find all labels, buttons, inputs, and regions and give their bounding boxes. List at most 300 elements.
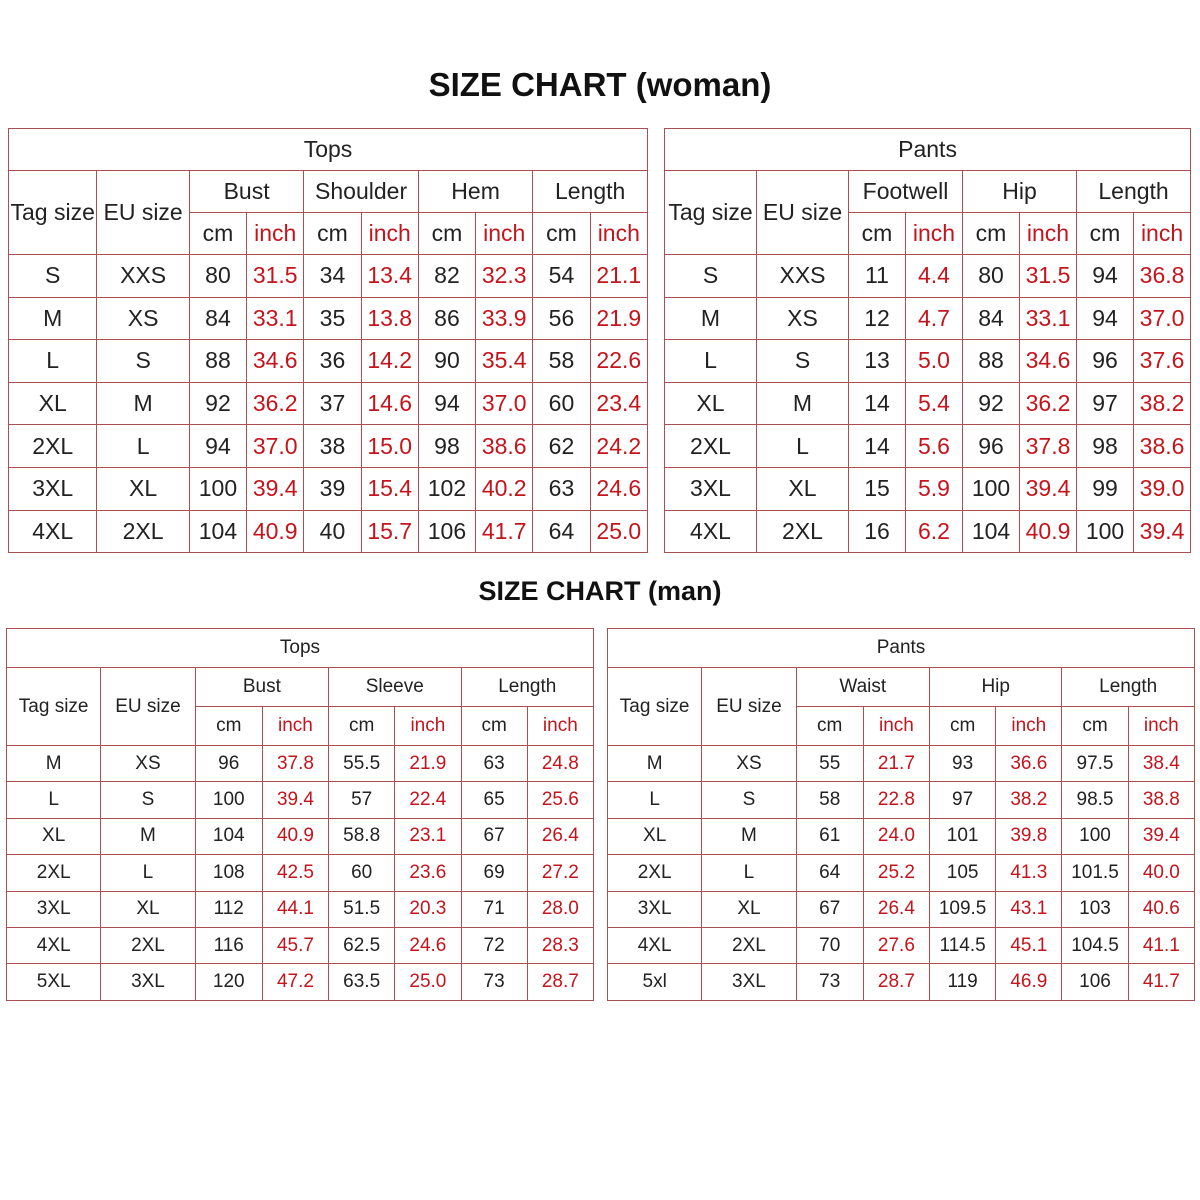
inch-value-cell: 27.2 [527,855,593,891]
cm-value-cell: 94 [189,425,246,468]
cm-value-cell: 102 [418,467,475,510]
eu-size-header: EU size [101,668,195,746]
unit-cm-header: cm [930,707,996,746]
cm-value-cell: 58.8 [329,818,395,854]
cm-value-cell: 104 [963,510,1020,553]
cm-value-cell: 100 [1062,818,1128,854]
inch-value-cell: 39.4 [247,467,304,510]
inch-value-cell: 45.7 [262,927,328,963]
inch-value-cell: 36.2 [247,382,304,425]
tag-size-cell: XL [7,818,101,854]
cm-value-cell: 73 [461,964,527,1000]
cm-value-cell: 104 [195,818,262,854]
table-row [608,891,1195,927]
cm-value-cell: 61 [796,818,863,854]
inch-value-cell: 5.0 [906,340,963,383]
tag-size-cell: 3XL [9,467,97,510]
measure-header: Hem [418,171,533,213]
measure-header: Bust [189,171,304,213]
eu-size-header: EU size [97,171,189,255]
inch-value-cell: 13.4 [361,255,418,298]
inch-value-cell: 42.5 [262,855,328,891]
table-row [7,927,594,963]
inch-value-cell: 41.7 [1128,964,1194,1000]
table-row [9,510,648,553]
table-row [9,340,648,383]
tag-size-cell: 2XL [7,855,101,891]
table-row [7,964,594,1000]
inch-value-cell: 38.4 [1128,746,1194,782]
cm-value-cell: 96 [963,425,1020,468]
eu-size-cell: S [97,340,189,383]
unit-cm-header: cm [195,707,262,746]
cm-value-cell: 100 [195,782,262,818]
cm-value-cell: 94 [1077,297,1134,340]
cm-value-cell: 92 [963,382,1020,425]
tag-size-cell: 3XL [608,891,702,927]
eu-size-cell: S [757,340,849,383]
table-row [608,855,1195,891]
inch-value-cell: 38.6 [476,425,533,468]
inch-value-cell: 14.2 [361,340,418,383]
inch-value-cell: 47.2 [262,964,328,1000]
cm-value-cell: 39 [304,467,361,510]
inch-value-cell: 26.4 [527,818,593,854]
tag-size-cell: XL [608,818,702,854]
inch-value-cell: 37.6 [1134,340,1191,383]
cm-value-cell: 36 [304,340,361,383]
cm-value-cell: 98.5 [1062,782,1128,818]
eu-size-cell: M [97,382,189,425]
eu-size-cell: XXS [757,255,849,298]
inch-value-cell: 38.2 [996,782,1062,818]
eu-size-cell: XS [97,297,189,340]
cm-value-cell: 15 [849,467,906,510]
cm-value-cell: 97.5 [1062,746,1128,782]
inch-value-cell: 36.2 [1020,382,1077,425]
inch-value-cell: 4.7 [906,297,963,340]
inch-value-cell: 39.8 [996,818,1062,854]
measure-header: Length [1062,668,1195,707]
eu-size-cell: L [702,855,796,891]
tag-size-cell: 4XL [9,510,97,553]
tag-size-cell: M [9,297,97,340]
cm-value-cell: 98 [1077,425,1134,468]
eu-size-cell: 2XL [702,927,796,963]
tag-size-cell: 5XL [7,964,101,1000]
inch-value-cell: 40.6 [1128,891,1194,927]
table-row [608,782,1195,818]
cm-value-cell: 11 [849,255,906,298]
inch-value-cell: 28.7 [527,964,593,1000]
inch-value-cell: 37.0 [247,425,304,468]
cm-value-cell: 106 [1062,964,1128,1000]
cm-value-cell: 63 [533,467,590,510]
man-tops-table [6,628,594,1001]
tag-size-cell: S [9,255,97,298]
inch-value-cell: 22.4 [395,782,461,818]
inch-value-cell: 37.0 [476,382,533,425]
inch-value-cell: 28.0 [527,891,593,927]
cm-value-cell: 13 [849,340,906,383]
inch-value-cell: 34.6 [1020,340,1077,383]
cm-value-cell: 94 [418,382,475,425]
inch-value-cell: 22.8 [863,782,929,818]
eu-size-cell: L [101,855,195,891]
tag-size-cell: L [7,782,101,818]
inch-value-cell: 32.3 [476,255,533,298]
section-header: Pants [608,629,1195,668]
cm-value-cell: 116 [195,927,262,963]
cm-value-cell: 84 [963,297,1020,340]
inch-value-cell: 27.6 [863,927,929,963]
inch-value-cell: 15.7 [361,510,418,553]
table-row [9,382,648,425]
eu-size-cell: 2XL [101,927,195,963]
unit-cm-header: cm [533,213,590,255]
cm-value-cell: 62 [533,425,590,468]
cm-value-cell: 60 [533,382,590,425]
tag-size-header: Tag size [7,668,101,746]
cm-value-cell: 71 [461,891,527,927]
measure-header: Bust [195,668,328,707]
inch-value-cell: 24.6 [395,927,461,963]
tag-size-cell: 5xl [608,964,702,1000]
cm-value-cell: 108 [195,855,262,891]
eu-size-cell: M [757,382,849,425]
measure-header: Sleeve [329,668,461,707]
cm-value-cell: 109.5 [930,891,996,927]
cm-value-cell: 100 [1077,510,1134,553]
eu-size-cell: XL [757,467,849,510]
unit-cm-header: cm [849,213,906,255]
cm-value-cell: 119 [930,964,996,1000]
cm-value-cell: 67 [796,891,863,927]
cm-value-cell: 112 [195,891,262,927]
inch-value-cell: 46.9 [996,964,1062,1000]
woman-tops-table [8,128,648,553]
section-header: Tops [9,129,648,171]
woman-pants-table [664,128,1191,553]
inch-value-cell: 25.2 [863,855,929,891]
eu-size-header: EU size [757,171,849,255]
eu-size-cell: M [702,818,796,854]
inch-value-cell: 41.7 [476,510,533,553]
tag-size-cell: 2XL [608,855,702,891]
table-row [665,297,1191,340]
cm-value-cell: 55 [796,746,863,782]
cm-value-cell: 38 [304,425,361,468]
inch-value-cell: 36.6 [996,746,1062,782]
woman-chart-title: SIZE CHART (woman) [428,66,772,103]
inch-value-cell: 20.3 [395,891,461,927]
cm-value-cell: 98 [418,425,475,468]
inch-value-cell: 15.0 [361,425,418,468]
table-row [665,467,1191,510]
section-header: Tops [7,629,594,668]
cm-value-cell: 84 [189,297,246,340]
cm-value-cell: 97 [1077,382,1134,425]
inch-value-cell: 5.9 [906,467,963,510]
unit-cm-header: cm [461,707,527,746]
eu-size-cell: XS [757,297,849,340]
inch-value-cell: 23.6 [395,855,461,891]
cm-value-cell: 64 [796,855,863,891]
inch-value-cell: 24.8 [527,746,593,782]
table-row [608,964,1195,1000]
measure-header: Footwell [849,171,963,213]
unit-inch-header: inch [906,213,963,255]
cm-value-cell: 80 [189,255,246,298]
inch-value-cell: 39.4 [1128,818,1194,854]
measure-header: Waist [796,668,929,707]
measure-header: Shoulder [304,171,419,213]
tag-size-cell: XL [9,382,97,425]
inch-value-cell: 40.9 [262,818,328,854]
table-row [665,425,1191,468]
unit-inch-header: inch [1128,707,1194,746]
inch-value-cell: 28.7 [863,964,929,1000]
table-row [7,891,594,927]
table-row [608,746,1195,782]
eu-size-cell: XL [702,891,796,927]
inch-value-cell: 41.1 [1128,927,1194,963]
unit-inch-header: inch [1020,213,1077,255]
cm-value-cell: 69 [461,855,527,891]
cm-value-cell: 80 [963,255,1020,298]
table-row [9,425,648,468]
cm-value-cell: 120 [195,964,262,1000]
cm-value-cell: 60 [329,855,395,891]
table-row [665,510,1191,553]
eu-size-cell: L [97,425,189,468]
inch-value-cell: 39.4 [1020,467,1077,510]
cm-value-cell: 37 [304,382,361,425]
cm-value-cell: 82 [418,255,475,298]
inch-value-cell: 22.6 [590,340,647,383]
tag-size-cell: 3XL [7,891,101,927]
table-row [9,297,648,340]
cm-value-cell: 62.5 [329,927,395,963]
unit-cm-header: cm [304,213,361,255]
inch-value-cell: 25.0 [590,510,647,553]
cm-value-cell: 57 [329,782,395,818]
table-row [9,255,648,298]
eu-size-cell: S [101,782,195,818]
unit-inch-header: inch [527,707,593,746]
tag-size-cell: 4XL [665,510,757,553]
inch-value-cell: 5.4 [906,382,963,425]
table-row [608,818,1195,854]
eu-size-cell: XXS [97,255,189,298]
measure-header: Length [533,171,648,213]
inch-value-cell: 45.1 [996,927,1062,963]
tag-size-header: Tag size [9,171,97,255]
table-row [665,255,1191,298]
eu-size-cell: 3XL [702,964,796,1000]
inch-value-cell: 23.1 [395,818,461,854]
inch-value-cell: 40.9 [1020,510,1077,553]
inch-value-cell: 15.4 [361,467,418,510]
tag-size-cell: S [665,255,757,298]
eu-size-cell: XL [97,467,189,510]
inch-value-cell: 13.8 [361,297,418,340]
inch-value-cell: 40.9 [247,510,304,553]
inch-value-cell: 21.9 [395,746,461,782]
cm-value-cell: 65 [461,782,527,818]
unit-inch-header: inch [361,213,418,255]
inch-value-cell: 26.4 [863,891,929,927]
eu-size-cell: 2XL [97,510,189,553]
cm-value-cell: 88 [963,340,1020,383]
tag-size-cell: L [608,782,702,818]
inch-value-cell: 24.2 [590,425,647,468]
measure-header: Length [1077,171,1191,213]
cm-value-cell: 51.5 [329,891,395,927]
inch-value-cell: 38.2 [1134,382,1191,425]
cm-value-cell: 97 [930,782,996,818]
eu-size-cell: S [702,782,796,818]
cm-value-cell: 14 [849,382,906,425]
man-chart-title: SIZE CHART (man) [478,576,722,606]
cm-value-cell: 16 [849,510,906,553]
inch-value-cell: 39.4 [262,782,328,818]
cm-value-cell: 105 [930,855,996,891]
inch-value-cell: 21.9 [590,297,647,340]
inch-value-cell: 40.0 [1128,855,1194,891]
inch-value-cell: 38.8 [1128,782,1194,818]
unit-cm-header: cm [1062,707,1128,746]
cm-value-cell: 94 [1077,255,1134,298]
inch-value-cell: 37.0 [1134,297,1191,340]
cm-value-cell: 104 [189,510,246,553]
tag-size-cell: XL [665,382,757,425]
unit-cm-header: cm [418,213,475,255]
cm-value-cell: 34 [304,255,361,298]
cm-value-cell: 58 [533,340,590,383]
eu-size-cell: L [757,425,849,468]
tag-size-cell: M [665,297,757,340]
inch-value-cell: 6.2 [906,510,963,553]
table-row [7,746,594,782]
cm-value-cell: 93 [930,746,996,782]
inch-value-cell: 21.1 [590,255,647,298]
table-row [7,855,594,891]
eu-size-cell: 2XL [757,510,849,553]
man-pants-table [607,628,1195,1001]
cm-value-cell: 101 [930,818,996,854]
cm-value-cell: 101.5 [1062,855,1128,891]
cm-value-cell: 104.5 [1062,927,1128,963]
unit-inch-header: inch [476,213,533,255]
inch-value-cell: 31.5 [247,255,304,298]
inch-value-cell: 28.3 [527,927,593,963]
inch-value-cell: 24.0 [863,818,929,854]
measure-header: Hip [930,668,1062,707]
cm-value-cell: 114.5 [930,927,996,963]
inch-value-cell: 41.3 [996,855,1062,891]
tag-size-cell: 2XL [9,425,97,468]
cm-value-cell: 63 [461,746,527,782]
inch-value-cell: 21.7 [863,746,929,782]
unit-inch-header: inch [996,707,1062,746]
cm-value-cell: 14 [849,425,906,468]
tag-size-cell: 4XL [7,927,101,963]
cm-value-cell: 88 [189,340,246,383]
unit-inch-header: inch [1134,213,1191,255]
unit-inch-header: inch [395,707,461,746]
inch-value-cell: 24.6 [590,467,647,510]
table-row [665,340,1191,383]
cm-value-cell: 70 [796,927,863,963]
eu-size-cell: XL [101,891,195,927]
cm-value-cell: 106 [418,510,475,553]
table-row [9,467,648,510]
inch-value-cell: 37.8 [1020,425,1077,468]
inch-value-cell: 39.0 [1134,467,1191,510]
table-row [7,782,594,818]
cm-value-cell: 99 [1077,467,1134,510]
inch-value-cell: 31.5 [1020,255,1077,298]
unit-cm-header: cm [963,213,1020,255]
tag-size-cell: L [665,340,757,383]
eu-size-cell: 3XL [101,964,195,1000]
inch-value-cell: 36.8 [1134,255,1191,298]
table-row [7,818,594,854]
tag-size-cell: 2XL [665,425,757,468]
unit-cm-header: cm [329,707,395,746]
cm-value-cell: 90 [418,340,475,383]
cm-value-cell: 12 [849,297,906,340]
unit-cm-header: cm [796,707,863,746]
tag-size-cell: M [608,746,702,782]
cm-value-cell: 35 [304,297,361,340]
eu-size-header: EU size [702,668,796,746]
cm-value-cell: 58 [796,782,863,818]
unit-inch-header: inch [247,213,304,255]
cm-value-cell: 92 [189,382,246,425]
cm-value-cell: 40 [304,510,361,553]
cm-value-cell: 64 [533,510,590,553]
cm-value-cell: 63.5 [329,964,395,1000]
cm-value-cell: 73 [796,964,863,1000]
eu-size-cell: M [101,818,195,854]
inch-value-cell: 38.6 [1134,425,1191,468]
inch-value-cell: 23.4 [590,382,647,425]
inch-value-cell: 44.1 [262,891,328,927]
cm-value-cell: 86 [418,297,475,340]
cm-value-cell: 100 [189,467,246,510]
inch-value-cell: 33.1 [247,297,304,340]
cm-value-cell: 96 [195,746,262,782]
cm-value-cell: 100 [963,467,1020,510]
cm-value-cell: 103 [1062,891,1128,927]
unit-inch-header: inch [590,213,647,255]
tag-size-cell: 4XL [608,927,702,963]
tag-size-header: Tag size [608,668,702,746]
table-row [608,927,1195,963]
measure-header: Hip [963,171,1077,213]
tag-size-cell: M [7,746,101,782]
eu-size-cell: XS [101,746,195,782]
inch-value-cell: 39.4 [1134,510,1191,553]
cm-value-cell: 67 [461,818,527,854]
tag-size-header: Tag size [665,171,757,255]
unit-cm-header: cm [189,213,246,255]
inch-value-cell: 25.6 [527,782,593,818]
cm-value-cell: 56 [533,297,590,340]
inch-value-cell: 33.9 [476,297,533,340]
